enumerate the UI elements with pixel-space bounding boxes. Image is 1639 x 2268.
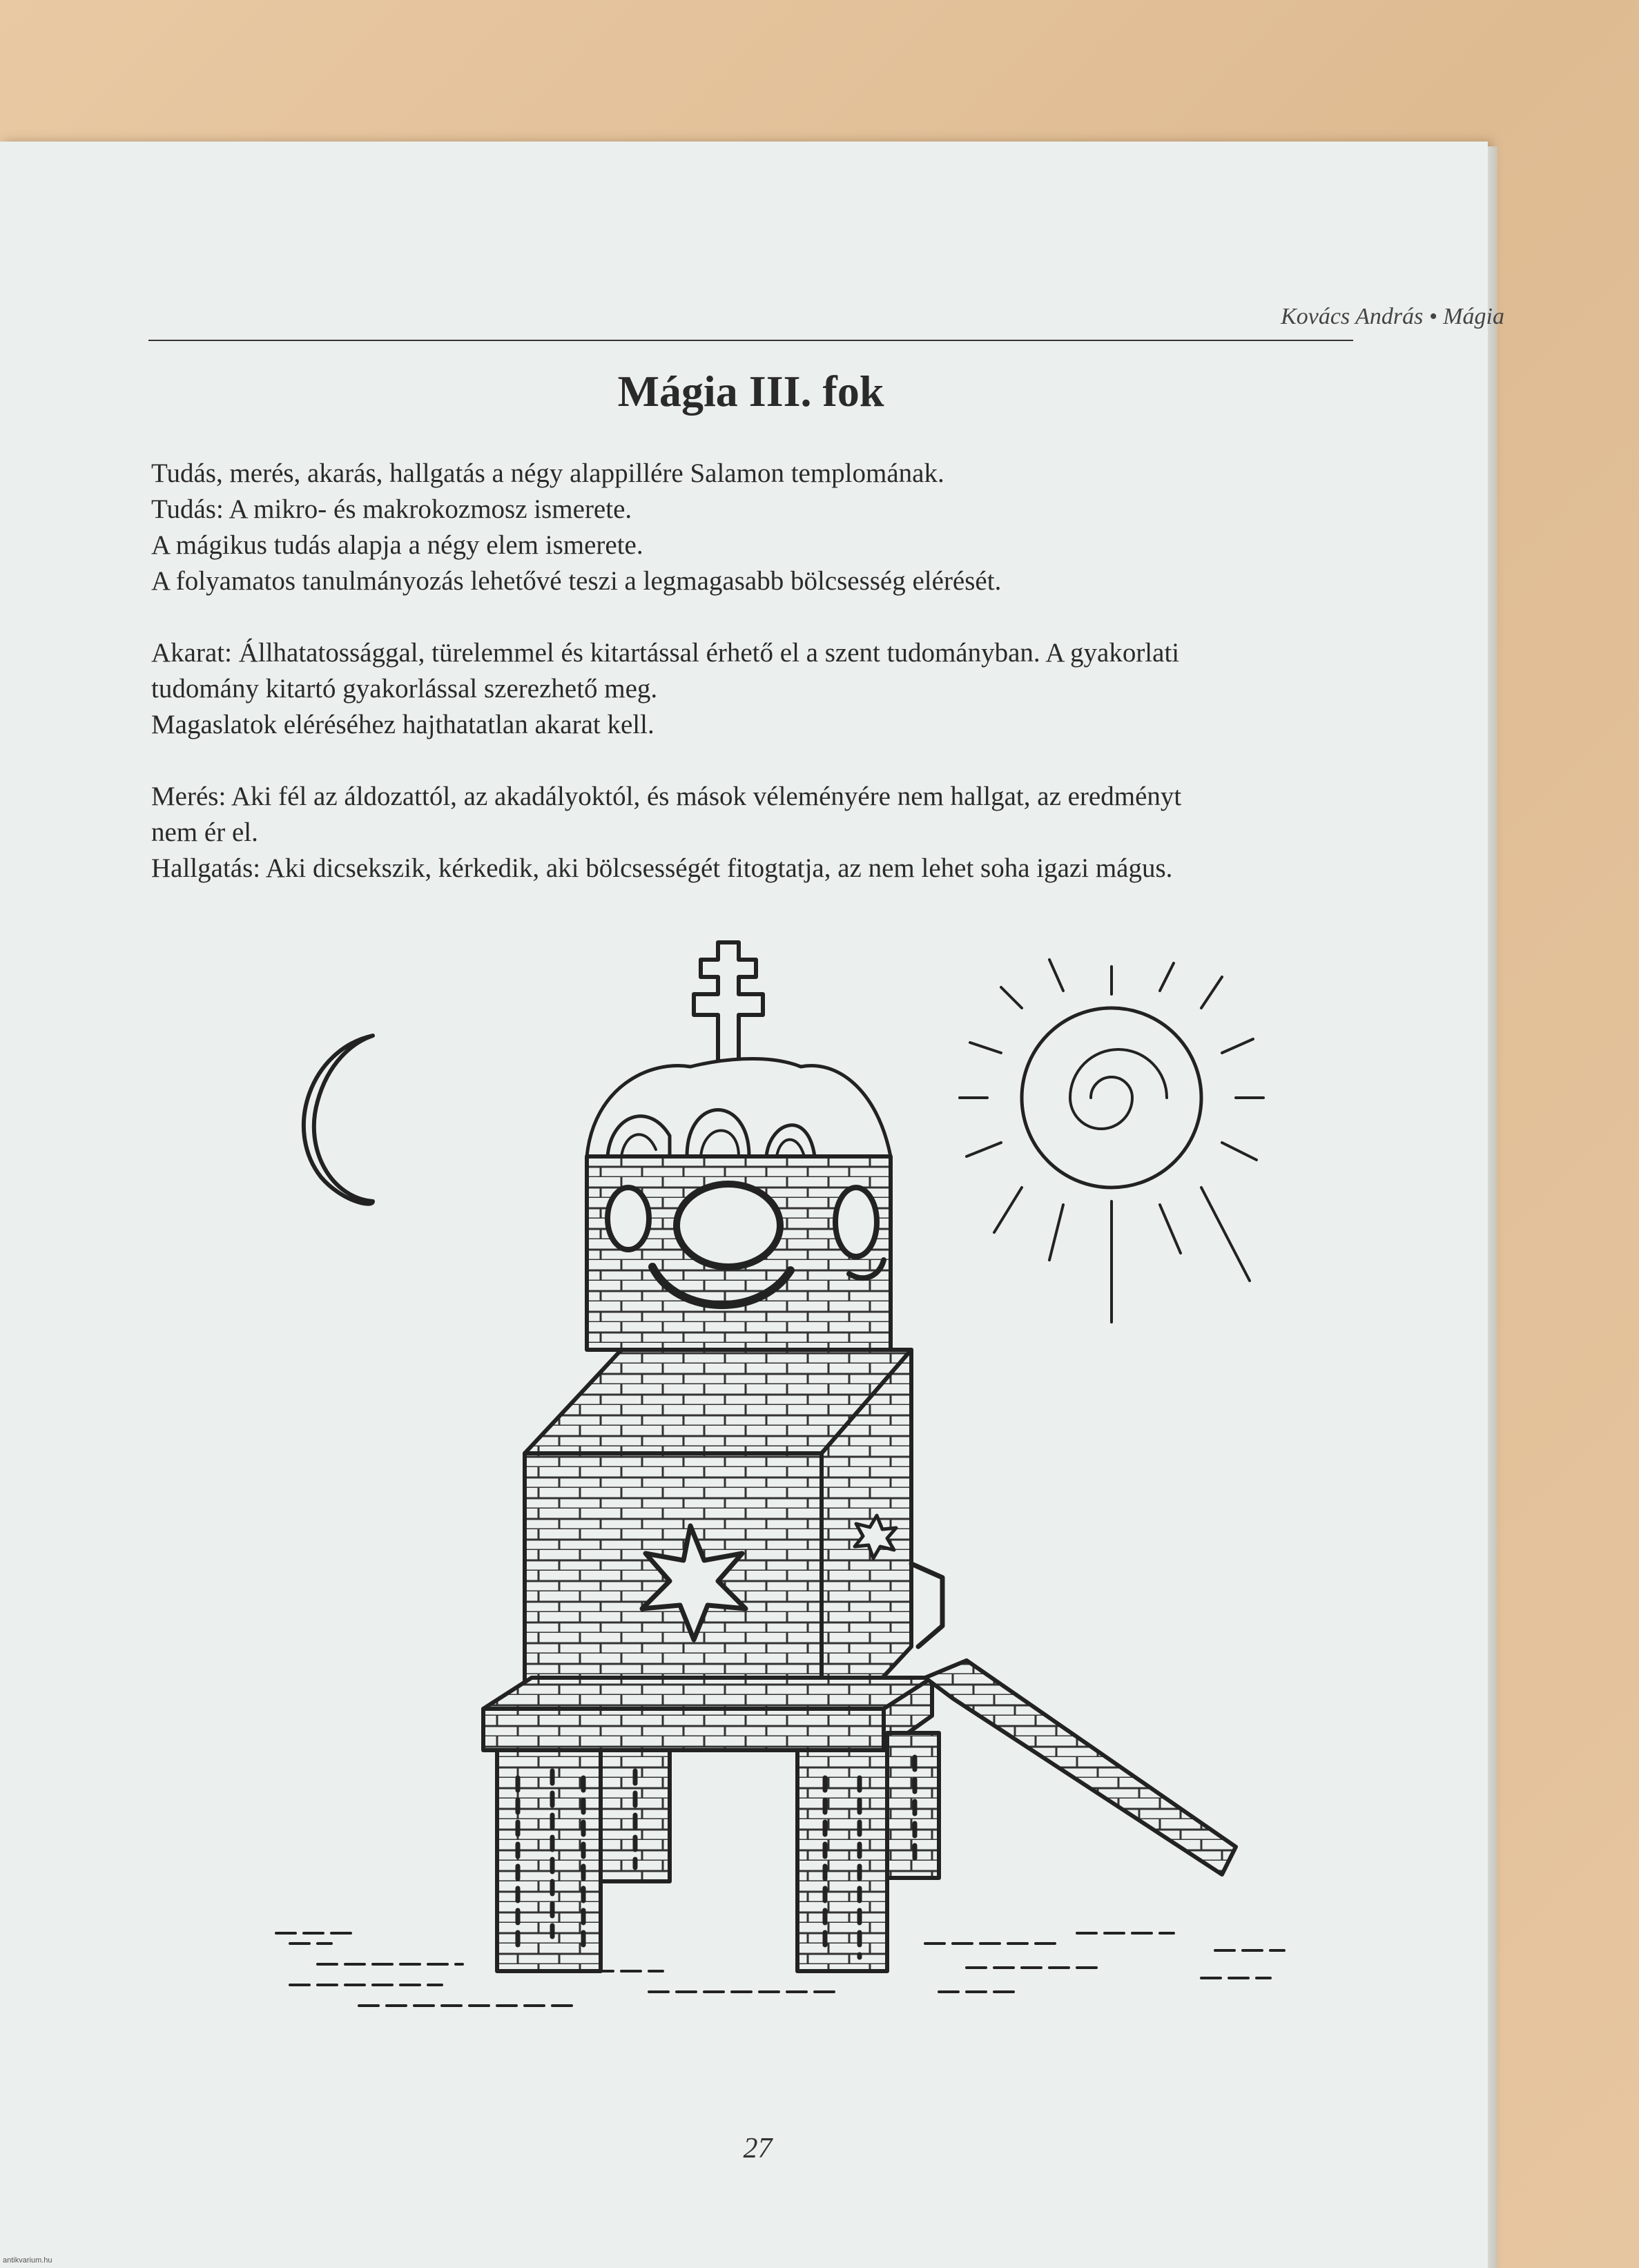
ramp	[925, 1660, 1236, 1874]
paragraph-line: Magaslatok eléréséhez hajthatatlan akarat kell.	[151, 710, 654, 739]
page-title: Mágia III. fok	[617, 367, 884, 416]
body-text	[151, 456, 1356, 886]
moon-icon	[304, 1036, 373, 1204]
paragraph-line: Hallgatás: Aki dicsekszik, kérkedik, aki bölcsességét fitogtatja, az nem lehet soha igazi mágus.	[151, 853, 1173, 883]
running-header: Kovács András • Mágia	[1281, 304, 1504, 329]
paragraph-line: Akarat: Állhatatossággal, türelemmel és kitartással érhető el a szent tudományban. A gyakorlati	[151, 638, 1180, 668]
cross-icon	[694, 942, 763, 1067]
paragraph-line: Tudás: A mikro- és makrokozmosz ismerete.	[151, 494, 632, 524]
legs	[497, 1733, 939, 1971]
temple-illustration	[235, 929, 1339, 2019]
page-edge	[1488, 146, 1497, 2268]
paragraph-line: A mágikus tudás alapja a négy elem ismerete.	[151, 530, 643, 560]
ground	[276, 1933, 1284, 2006]
paragraph-line: tudomány kitartó gyakorlással szerezhető meg.	[151, 674, 658, 704]
base-slab	[483, 1678, 932, 1750]
paragraph-line: Merés: Aki fél az áldozattól, az akadályoktól, és mások véleményére nem hallgat, az eredményt	[151, 782, 1182, 811]
tower	[587, 1156, 891, 1350]
watermark: antikvarium.hu	[3, 2256, 52, 2265]
paragraph-line: nem ér el.	[151, 817, 258, 847]
sun-icon	[960, 960, 1263, 1322]
paragraph-line: A folyamatos tanulmányozás lehetővé teszi a legmagasabb bölcsesség elérését.	[151, 566, 1002, 596]
paragraph-line: Tudás, merés, akarás, hallgatás a négy alappillére Salamon templomának.	[151, 458, 944, 488]
page-number: 27	[743, 2133, 773, 2164]
dome	[587, 1058, 891, 1156]
header-rule	[148, 340, 1353, 341]
